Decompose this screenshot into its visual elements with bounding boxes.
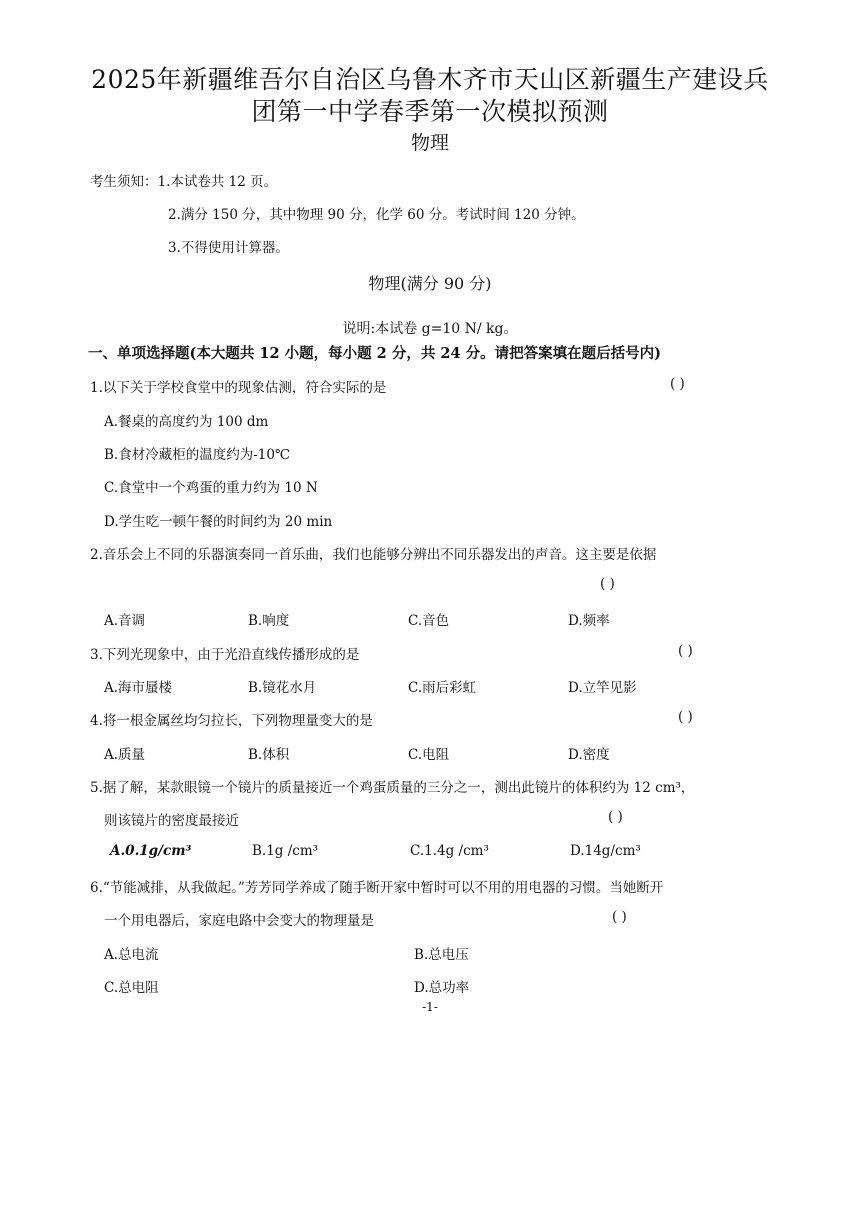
question-4-option-d: D.密度 [568, 747, 610, 763]
subject-heading: 物理 [410, 132, 449, 154]
question-1-option-c: C.食堂中一个鸡蛋的重力约为 10 N [104, 480, 318, 496]
question-6-option-b: B.总电压 [414, 947, 469, 963]
question-5-option-b: B.1g /cm³ [252, 843, 319, 859]
page-number: -1- [422, 1000, 438, 1014]
question-2-answer-paren: ( ) [600, 576, 615, 592]
question-4-stem: 4.将一根金属丝均匀拉长，下列物理量变大的是 [90, 713, 373, 729]
question-5-option-d: D.14g/cm³ [570, 843, 641, 859]
exam-title-line1: 2025年新疆维吾尔自治区乌鲁木齐市天山区新疆生产建设兵 [91, 65, 769, 94]
notice-item-2: 2.满分 150 分，其中物理 90 分，化学 60 分。考试时间 120 分钟。 [168, 207, 585, 223]
question-2-option-d: D.频率 [568, 613, 610, 629]
question-6-stem-line2: 一个用电器后，家庭电路中会变大的物理量是 [104, 913, 374, 929]
question-5-stem-line2: 则该镜片的密度最接近 [104, 813, 239, 829]
question-6-stem-line1: 6.“节能减排，从我做起。”芳芳同学养成了随手断开家中暂时可以不用的用电器的习惯。当她断开 [90, 880, 664, 896]
question-6-option-d: D.总功率 [414, 980, 470, 996]
part1-heading: 一、单项选择题(本大题共 12 小题，每小题 2 分，共 24 分。请把答案填在题后括号内) [88, 345, 661, 362]
question-5-stem-line1: 5.据了解，某款眼镜一个镜片的质量接近一个鸡蛋质量的三分之一，测出此镜片的体积约为 12 cm³， [90, 780, 695, 796]
question-2-stem: 2.音乐会上不同的乐器演奏同一首乐曲，我们也能够分辨出不同乐器发出的声音。这主要是依据 [90, 547, 657, 563]
question-3-stem: 3.下列光现象中，由于光沿直线传播形成的是 [90, 647, 360, 663]
question-6-answer-paren: ( ) [612, 909, 627, 925]
question-4-option-c: C.电阻 [408, 747, 450, 763]
question-4-option-b: B.体积 [248, 747, 290, 763]
question-3-option-b: B.镜花水月 [248, 680, 317, 696]
question-3-option-d: D.立竿见影 [568, 680, 637, 696]
question-1-answer-paren: ( ) [670, 376, 685, 392]
question-5-option-a: A.0.1g/cm³ [110, 843, 192, 859]
question-6-option-c: C.总电阻 [104, 980, 159, 996]
question-3-answer-paren: ( ) [678, 643, 693, 659]
notice-item-3: 3.不得使用计算器。 [168, 240, 289, 256]
question-3-option-c: C.雨后彩虹 [408, 680, 477, 696]
question-5-option-c: C.1.4g /cm³ [410, 843, 489, 859]
question-1-option-d: D.学生吃一顿午餐的时间约为 20 min [104, 514, 333, 530]
question-2-option-b: B.响度 [248, 613, 290, 629]
gravity-note: 说明:本试卷 g=10 N/ kg。 [342, 321, 518, 337]
question-4-option-a: A.质量 [104, 747, 146, 763]
question-5-answer-paren: ( ) [608, 809, 623, 825]
physics-section-heading: 物理(满分 90 分) [368, 274, 492, 293]
question-2-option-c: C.音色 [408, 613, 450, 629]
question-4-answer-paren: ( ) [678, 709, 693, 725]
question-1-option-b: B.食材冷藏柜的温度约为-10℃ [104, 447, 291, 463]
question-2-option-a: A.音调 [104, 613, 146, 629]
question-1-option-a: A.餐桌的高度约为 100 dm [104, 414, 269, 430]
question-3-option-a: A.海市蜃楼 [104, 680, 173, 696]
exam-title-line2: 团第一中学春季第一次模拟预测 [251, 97, 609, 126]
question-6-option-a: A.总电流 [104, 947, 159, 963]
notice-label: 考生须知：1.本试卷共 12 页。 [90, 174, 278, 190]
question-1-stem: 1.以下关于学校食堂中的现象估测，符合实际的是 [90, 380, 387, 396]
